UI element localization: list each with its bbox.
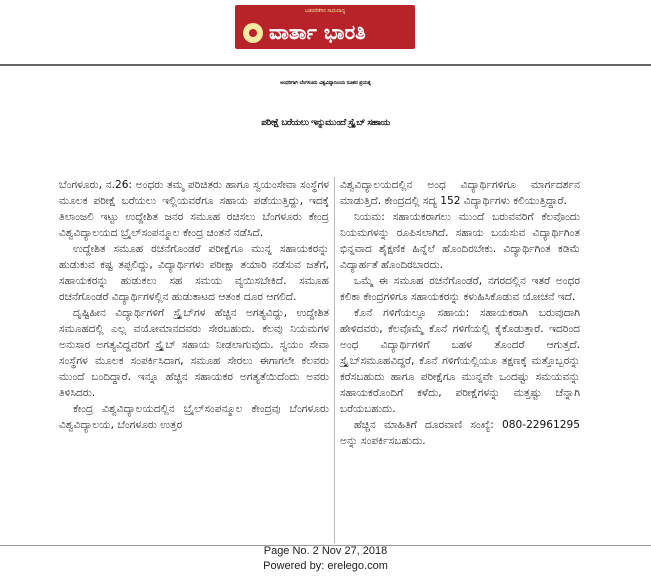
article-column-left [59,177,329,433]
paragraph: ನಿಯಮ: ಸಹಾಯಕರಾಗಲು ಮುಂದೆ ಬರುವವರಿಗೆ ಕೆಲವೊಂದು ನಿಯಮಗಳನ್ನು ರೂಪಿಸಲಾಗಿದೆ. ಸಹಾಯ ಬಯಸುವ ವಿದ್ಯಾರ್ಥಿಗಿಂತ ಭಿನ್ನವಾದ ಶೈಕ್ಷಣಿಕ ಹಿನ್ನೆಲೆ ಹೊಂದಿರಬೇಕು. ವಿದ್ಯಾರ್ಥಿಗಿಂತ ಕಡಿಮೆ ವಿದ್ಯಾರ್ಹತೆ ಹೊಂದಿರಬಾರದು. [340,211,580,271]
paragraph: ಉದ್ದೇಶಿತ ಸಮೂಹ ರಚನೆಗೊಂಡರೆ ಪರೀಕ್ಷೆಗೂ ಮುನ್ನ ಸಹಾಯಕರನ್ನು ಹುಡುಕುವ ಕಷ್ಟ ತಪ್ಪಲಿದ್ದು, ವಿದ್ಯಾರ್ಥಿಗಳು ಪರೀಕ್ಷಾ ತಯಾರಿ ನಡೆಸುವ ಜತೆಗೆ, ಸಹಾಯಕರನ್ನು ಹುಡುಕಲು ಸಹ ಸಮಯ ವ್ಯಯಿಸಬೇಕಿದೆ. ಸಮೂಹ ರಚನೆಗೊಂಡರೆ ವಿದ್ಯಾರ್ಥಿಗಳಲ್ಲಿನ ಹುಡುಕಾಟದ ಆತಂಕ ದೂರ ಆಗಲಿದೆ. [59,243,329,303]
paragraph: ಒಮ್ಮೆ ಈ ಸಮೂಹ ರಚನೆಗೊಂಡರೆ, ನಗರದಲ್ಲಿನ ಇತರೆ ಅಂಧರ ಕಲಿಕಾ ಕೇಂದ್ರಗಳಿಗೂ ಸಹಾಯಕರನ್ನು ಕಳುಹಿಸಿಕೊಡುವ ಯೋಚನೆ ಇದೆ. [340,275,580,303]
paragraph: ಹೆಚ್ಚಿನ ಮಾಹಿತಿಗೆ ದೂರವಾಣಿ ಸಂಖ್ಯೆ: 080-22961295 ಅನ್ನು ಸಂಪರ್ಕಿಸಬಹುದು. [340,419,580,447]
newspaper-logo-icon [243,23,263,43]
newspaper-name: ವಾರ್ತಾ ಭಾರತಿ [269,20,366,44]
paragraph: ಬೆಂಗಳೂರು, ನ.26: ಅಂಧರು ತಮ್ಮ ಪರಿಚಿತರು ಹಾಗೂ ಸ್ವಯಂಸೇವಾ ಸಂಸ್ಥೆಗಳ ಮೂಲಕ ಪರೀಕ್ಷೆ ಬರೆಯಲು ಇಲ್ಲಿಯವರೆಗೂ ಸಹಾಯ ಪಡೆಯುತ್ತಿದ್ದು, ಇದಕ್ಕೆ ತಿಲಾಂಜಲಿ ಇಟ್ಟು ಉದ್ದೇಶಿತ ಜನರ ಸಮೂಹ ರಚಿಸಲು ಬೆಂಗಳೂರು ಕೇಂದ್ರ ವಿಶ್ವವಿದ್ಯಾಲಯದ ಬ್ರೈಲ್‌ಸಂಪನ್ಮೂಲ ಕೇಂದ್ರ ಚಿಂತನೆ ನಡೆಸಿದೆ. [59,179,329,239]
article-kicker: ಅಂಧರಿಗಾಗಿ ಬೆಂಗಳೂರು ವಿಶ್ವವಿದ್ಯಾನಿಲಯ ನೂತನ ಪ್ರಯತ್ನ [280,81,371,86]
masthead [235,5,415,49]
paragraph: ದೃಷ್ಟಿಹೀನ ವಿದ್ಯಾರ್ಥಿಗಳಿಗೆ ಸ್ಕ್ರೈಬ್‌ಗಳ ಹೆಚ್ಚಿನ ಅಗತ್ಯವಿದ್ದು, ಉದ್ದೇಶಿತ ಸಮೂಹದಲ್ಲಿ ಎಲ್ಲ ವಯೋಮಾನದವರು ಸೇರಬಹುದು. ಕೆಲವು ನಿಯಮಗಳ ಅನುಸಾರ ಅಗತ್ಯವಿದ್ದವರಿಗೆ ಸ್ಕ್ರೈಬ್ ಸಹಾಯ ನೀಡಲಾಗುವುದು. ಸ್ವಯಂ ಸೇವಾ ಸಂಸ್ಥೆಗಳ ಮೂಲಕ ಸಂಪರ್ಕಿಸಿದಾಗ, ಸಮೂಹ ಸೇರಲು ಈಗಾಗಲೇ ಕೆಲವರು ಮುಂದೆ ಬಂದಿದ್ದಾರೆ. ಇನ್ನೂ ಹೆಚ್ಚಿನ ಸಹಾಯಕರ ಅಗತ್ಯತೆಯಿದೆಂದು ಅವರು ತಿಳಿಸಿದರು. [59,307,329,399]
paragraph: ವಿಶ್ವವಿದ್ಯಾಲಯದಲ್ಲಿನ ಅಂಧ ವಿದ್ಯಾರ್ಥಿಗಳಿಗೂ ಮಾರ್ಗದರ್ಶನ ಮಾಡುತ್ತಿದೆ. ಕೇಂದ್ರದಲ್ಲಿ ಸದ್ಯ 152 ವಿದ್ಯಾರ್ಥಿಗಳು ಕಲಿಯುತ್ತಿದ್ದಾರೆ. [340,179,580,207]
top-rule [0,64,651,66]
paragraph: ಕೇಂದ್ರ ವಿಶ್ವವಿದ್ಯಾಲಯದಲ್ಲಿನ ಬ್ರೈಲ್‌ಸಂಪನ್ಮೂಲ ಕೇಂದ್ರವು ಬೆಂಗಳೂರು ವಿಶ್ವವಿದ್ಯಾಲಯ, ಬೆಂಗಳೂರು ಉತ್ತರ [59,403,329,431]
column-divider [334,177,335,543]
article-headline: ಪರೀಕ್ಷೆ ಬರೆಯಲು ಇನ್ನುಮುಂದೆ ಸ್ಕ್ರೈಬ್ ಸಹಾಯ [261,118,390,128]
powered-by: Powered by: erelego.com [263,560,388,572]
page-info: Page No. 2 Nov 27, 2018 [263,545,388,557]
masthead-tagline: ಬಡವರೆಡೆಗಿನ ಸಾಧುವಾದ್ಯ [304,8,346,14]
article-column-right [340,177,580,449]
paragraph: ಕೊನೆ ಗಳಿಗೆಯಲ್ಲೂ ಸಹಾಯ: ಸಹಾಯಕರಾಗಿ ಬರುವುದಾಗಿ ಹೇಳಿದವರು, ಕೆಲವೊಮ್ಮೆ ಕೊನೆ ಗಳಿಗೆಯಲ್ಲಿ ಕೈಕೊಡುತ್ತಾರೆ. ಇದರಿಂದ ಅಂಧ ವಿದ್ಯಾರ್ಥಿಗಳಿಗೆ ಬಹಳ ತೊಂದರೆ ಆಗುತ್ತದೆ. ಸ್ಕ್ರೈಬ್‌ಸಮೂಹವಿದ್ದರೆ, ಕೊನೆ ಗಳಿಗೆಯಲ್ಲಿಯೂ ತಕ್ಷಣಕ್ಕೆ ಮತ್ತೊಬ್ಬರನ್ನು ಕರೆಸಬಹುದು ಹಾಗೂ ಪರೀಕ್ಷೆಗೂ ಮುನ್ನವೇ ಒಂದಷ್ಟು ಸಮಯವನ್ನು ಸಹಾಯಕರೊಂದಿಗೆ ಕಳೆದು, ಪರೀಕ್ಷೆಗಳನ್ನು ಮತ್ತಷ್ಟು ಚೆನ್ನಾಗಿ ಬರೆಯಬಹುದು. [340,307,580,415]
